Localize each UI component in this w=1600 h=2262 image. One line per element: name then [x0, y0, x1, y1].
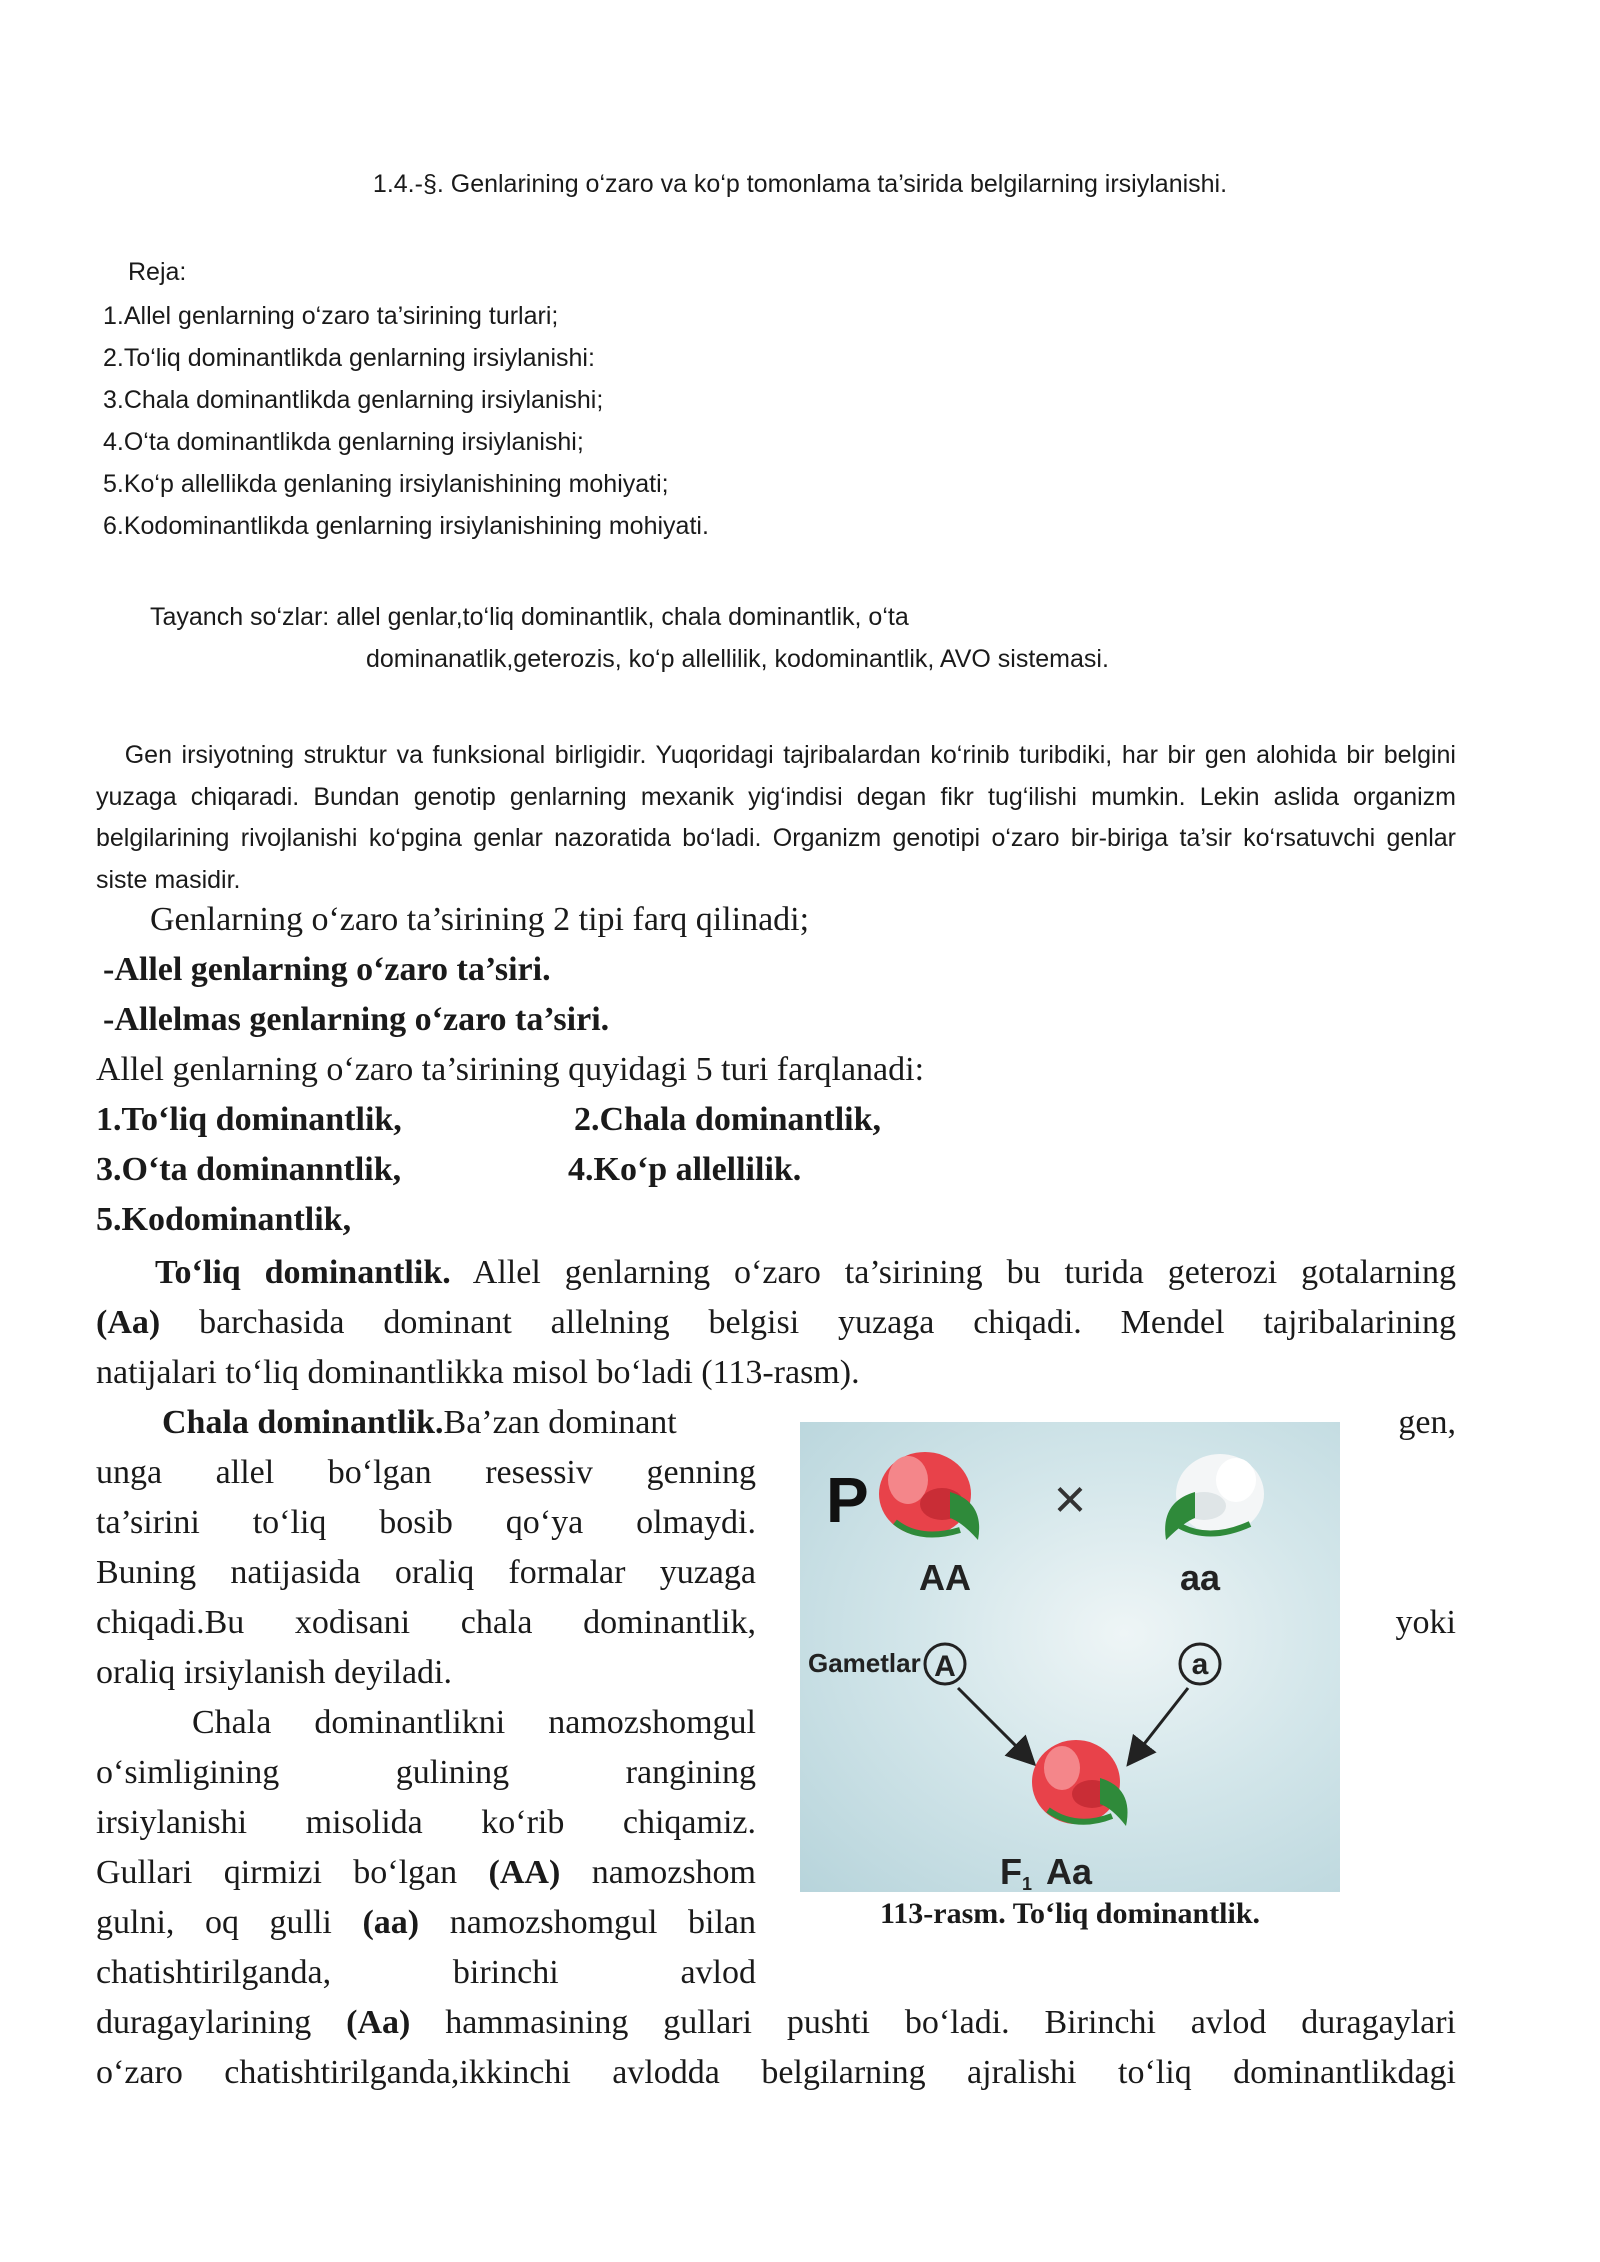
chala-line-3: ta’sirini to‘liq bosib qo‘ya olmaydi. [96, 1504, 756, 1541]
chala-line-1: Chala dominantlik.Ba’zan dominant [162, 1404, 677, 1441]
chala-line-6: oraliq irsiylanish deyiladi. [96, 1654, 452, 1691]
plan-item: 5.Ko‘p allellikda genlaning irsiylanishining mohiyati; [103, 470, 669, 498]
chala-line-4: Buning natijasida oraliq formalar yuzaga [96, 1554, 756, 1591]
genotype-AA: AA [919, 1557, 971, 1598]
figure-dominance-cross [800, 1422, 1340, 1892]
gametes-label: Gametlar [808, 1648, 921, 1678]
red-flower-icon [879, 1452, 979, 1540]
chala-line-14: o‘zaro chatishtirilganda,ikkinchi avlodda belgilarning ajralishi to‘liq dominantlikdagi [96, 2054, 1456, 2091]
plan-item: 2.To‘liq dominantlikda genlarning irsiylanishi: [103, 344, 595, 372]
section-title: 1.4.-§. Genlarining o‘zaro va ko‘p tomonlama ta’sirida belgilarning irsiylanishi. [372, 170, 1228, 198]
types-intro: Genlarning o‘zaro ta’sirining 2 tipi farq qilinadi; [150, 901, 810, 938]
figure-caption: 113-rasm. To‘liq dominantlik. [879, 1897, 1261, 1930]
plan-item: 1.Allel genlarning o‘zaro ta’sirining turlari; [103, 302, 559, 330]
type-2: 2.Chala dominantlik, [574, 1101, 882, 1138]
plan-list [103, 300, 709, 552]
type-3: 3.O‘ta dominanntlik, [96, 1151, 402, 1188]
keywords-line-1: Tayanch so‘zlar: allel genlar,to‘liq dominantlik, chala dominantlik, o‘ta [150, 603, 909, 631]
toliq-line-2: (Aa) barchasida dominant allelning belgisi yuzaga chiqadi. Mendel tajribalarining [96, 1304, 1456, 1341]
chala-line-12: chatishtirilganda, birinchi avlod [96, 1954, 756, 1991]
plan-item: 4.O‘ta dominantlikda genlarning irsiylanishi; [103, 428, 584, 456]
chala-line-13: duragaylarining (Aa) hammasining gullari pushti bo‘ladi. Birinchi avlod duragaylari [96, 2004, 1456, 2041]
parent-label: P [826, 1464, 869, 1536]
f1-flower-icon [1032, 1740, 1128, 1826]
chala-line-9: irsiylanishi misolida ko‘rib chiqamiz. [96, 1804, 756, 1841]
type-allel: -Allel genlarning o‘zaro ta’siri. [103, 951, 551, 988]
cross-diagram [800, 1422, 1340, 1892]
chala-line-1-end: gen, [1398, 1404, 1456, 1441]
chala-line-10: Gullari qirmizi bo‘lgan (AA) namozshom [96, 1854, 756, 1891]
plan-item: 6.Kodominantlikda genlarning irsiylanishining mohiyati. [103, 512, 709, 540]
plan-heading: Reja: [128, 258, 187, 286]
keywords-line-2: dominanatlik,geterozis, ko‘p allellilik, kodominantlik, AVO sistemasi. [366, 645, 1109, 673]
toliq-line-3: natijalari to‘liq dominantlikka misol bo‘ladi (113-rasm). [96, 1354, 860, 1391]
chala-line-2: unga allel bo‘lgan resessiv genning [96, 1454, 756, 1491]
chala-line-7: Chala dominantlikni namozshomgul [192, 1704, 756, 1741]
gamete-A: A [934, 1650, 956, 1683]
gamete-a: a [1191, 1648, 1209, 1681]
arrow-left-icon [958, 1688, 1032, 1762]
type-1: 1.To‘liq dominantlik, [96, 1101, 402, 1138]
arrow-right-icon [1130, 1688, 1188, 1762]
type-4: 4.Ko‘p allellilik. [568, 1151, 802, 1188]
genotype-aa: aa [1179, 1557, 1221, 1598]
chala-term: Chala dominantlik. [162, 1404, 444, 1441]
chala-line-8: o‘simligining gulining rangining [96, 1754, 756, 1791]
toliq-line-1: To‘liq dominantlik. Allel genlarning o‘zaro ta’sirining bu turida geterozi gotalarning [155, 1254, 1457, 1291]
intro-paragraph: Gen irsiyotning struktur va funksional birligidir. Yuqoridagi tajribalardan ko‘rinib turibdiki, har bir gen alohida bir belgini yuzaga chiqaradi. Bundan genotip genlarning mexanik yig‘indisi degan fikr tug‘ilishi mumkin. Lekin aslida organizm belgilarining rivojlanishi ko‘pgina genlar nazoratida bo‘ladi. Organizm genotipi o‘zaro bir-biriga ta’sir ko‘rsatuvchi genlar siste masidir. [96, 741, 1456, 895]
f1-label: F [1000, 1851, 1022, 1892]
chala-line-11: gulni, oq gulli (aa) namozshomgul bilan [96, 1904, 757, 1941]
f1-subscript: 1 [1022, 1874, 1033, 1892]
cross-icon: × [1053, 1467, 1087, 1530]
toliq-term: To‘liq dominantlik. [155, 1254, 451, 1291]
type-5: 5.Kodominantlik, [96, 1201, 352, 1238]
genotype-Aa: Aa [1046, 1851, 1093, 1892]
chala-line-5: chiqadi.Bu xodisani chala dominantlik, [96, 1604, 756, 1641]
chala-line-5-end: yoki [1395, 1604, 1456, 1641]
type-allelmas: -Allelmas genlarning o‘zaro ta’siri. [103, 1001, 610, 1038]
white-flower-icon [1165, 1454, 1264, 1540]
plan-item: 3.Chala dominantlikda genlarning irsiylanishi; [103, 386, 604, 414]
five-types-intro: Allel genlarning o‘zaro ta’sirining quyidagi 5 turi farqlanadi: [96, 1051, 925, 1088]
